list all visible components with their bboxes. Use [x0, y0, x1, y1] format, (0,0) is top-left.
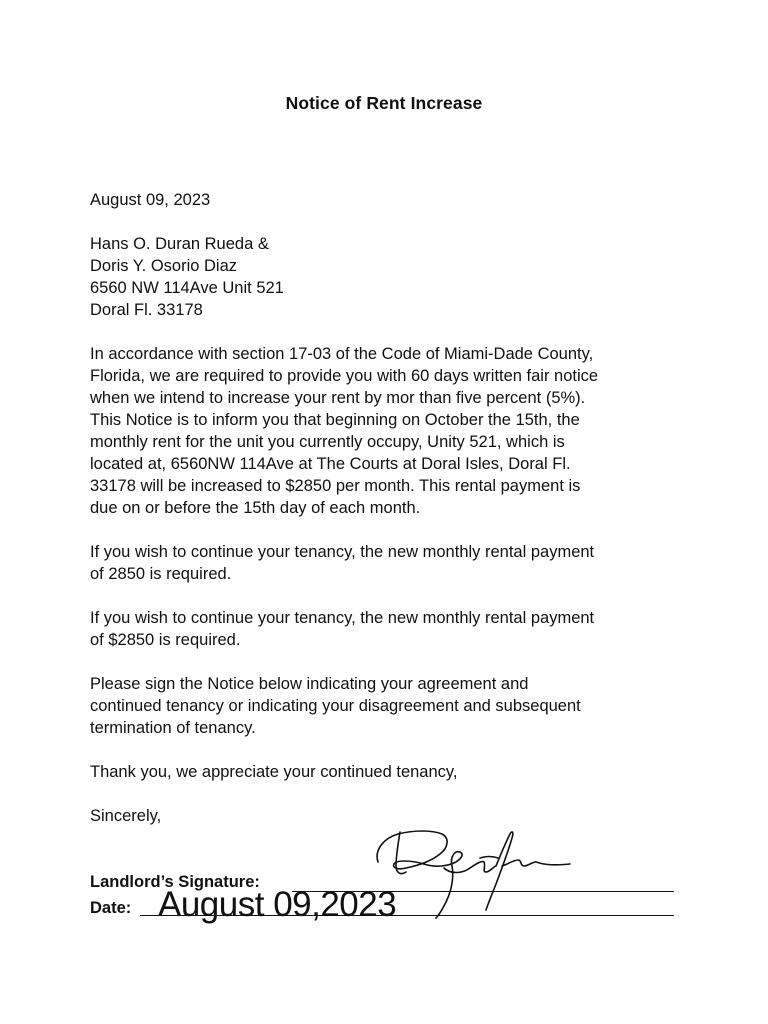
- paragraph-line: If you wish to continue your tenancy, the new monthly rental payment: [90, 609, 595, 627]
- paragraph-line: monthly rent for the unit you currently occupy, Unity 521, which is: [90, 433, 565, 451]
- handwritten-date: August 09,2023: [158, 885, 397, 924]
- paragraph-line: 33178 will be increased to $2850 per month. This rental payment is: [90, 477, 581, 495]
- paragraph-line: If you wish to continue your tenancy, the new monthly rental payment: [90, 543, 595, 561]
- paragraph-line: Florida, we are required to provide you with 60 days written fair notice: [90, 367, 599, 385]
- recipient-line: Hans O. Duran Rueda &: [90, 235, 269, 253]
- recipient-address: [90, 233, 284, 321]
- paragraph-line: due on or before the 15th day of each month.: [90, 499, 421, 517]
- paragraph-line: of 2850 is required.: [90, 565, 232, 583]
- paragraph-continue-tenancy-1: [90, 541, 594, 585]
- notice-date: August 09, 2023: [90, 191, 211, 209]
- paragraph-line: In accordance with section 17-03 of the Code of Miami-Dade County,: [90, 345, 594, 363]
- recipient-line: Doral Fl. 33178: [90, 301, 203, 319]
- paragraph-sign-instructions: [90, 673, 581, 739]
- paragraph-line: located at, 6560NW 114Ave at The Courts at Doral Isles, Doral Fl.: [90, 455, 571, 473]
- thank-you-line: Thank you, we appreciate your continued tenancy,: [90, 763, 458, 781]
- paragraph-rent-increase: [90, 343, 598, 519]
- paragraph-line: Please sign the Notice below indicating your agreement and: [90, 675, 529, 693]
- paragraph-line: of $2850 is required.: [90, 631, 241, 649]
- paragraph-line: when we intend to increase your rent by mor than five percent (5%).: [90, 389, 586, 407]
- document-title: Notice of Rent Increase: [285, 93, 483, 113]
- date-label: Date:: [90, 899, 132, 917]
- closing-line: Sincerely,: [90, 807, 162, 825]
- landlord-signature-label: Landlord’s Signature:: [90, 873, 260, 891]
- recipient-line: Doris Y. Osorio Diaz: [90, 257, 238, 275]
- paragraph-line: termination of tenancy.: [90, 719, 256, 737]
- paragraph-line: continued tenancy or indicating your disagreement and subsequent: [90, 697, 581, 715]
- paragraph-line: This Notice is to inform you that beginning on October the 15th, the: [90, 411, 580, 429]
- recipient-line: 6560 NW 114Ave Unit 521: [90, 279, 284, 297]
- handwritten-signature: [370, 820, 580, 920]
- paragraph-continue-tenancy-2: [90, 607, 594, 651]
